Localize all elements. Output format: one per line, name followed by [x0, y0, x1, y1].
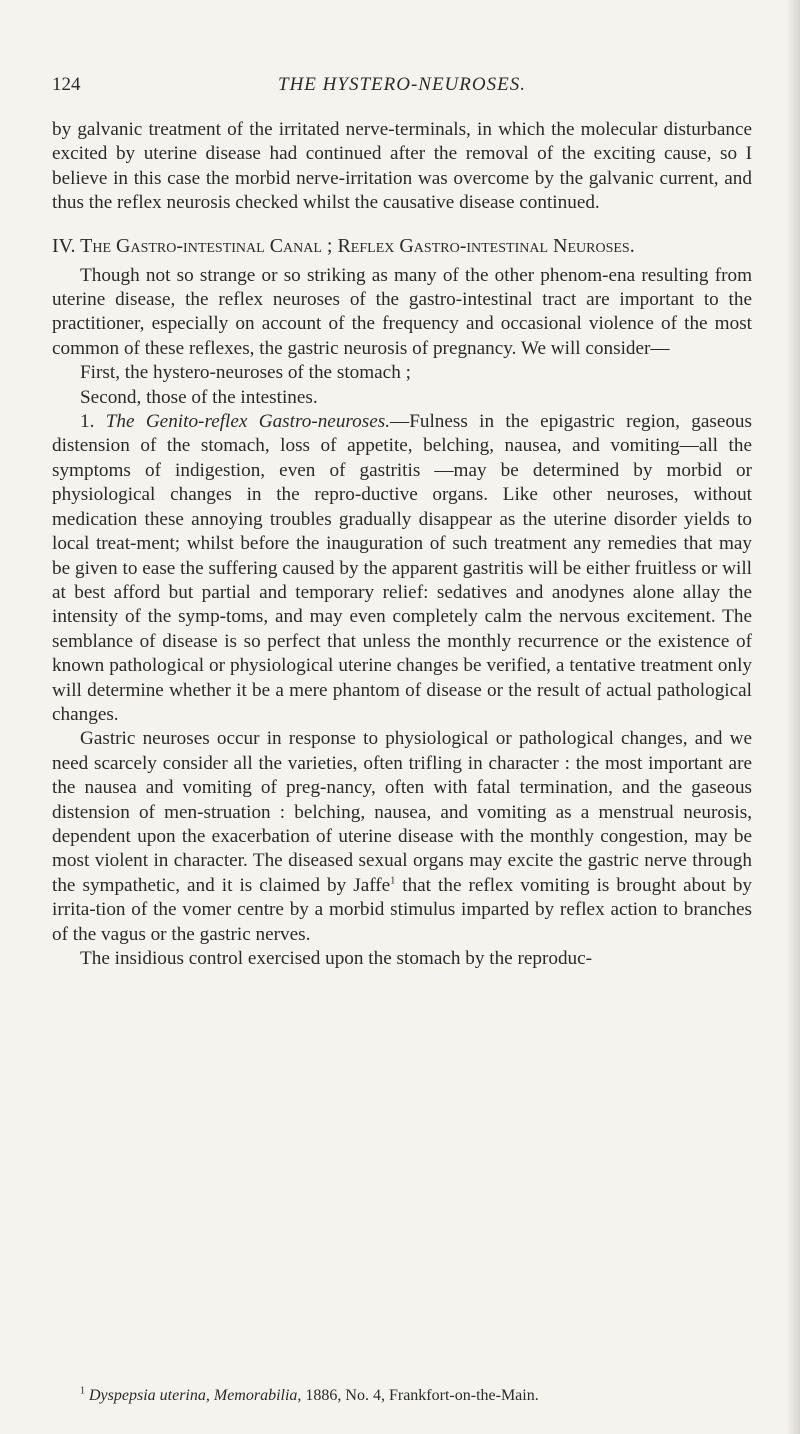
list-item-second: Second, those of the intestines.: [80, 386, 318, 408]
footnote-source: Dyspepsia uterina, Memorabilia,: [89, 1387, 302, 1404]
running-title: THE HYSTERO-NEUROSES.: [278, 74, 526, 95]
paragraph-number: 1.: [80, 411, 95, 433]
footnote: [52, 1386, 780, 1406]
paragraph-body: —Fulness in the epigastric region, gaseous distension of the stomach, loss of appetite, belching, nausea, and vomiting—all the symptoms of indigestion, even of gastritis —may be determined by morbid or physiological changes in the repro-ductive organs. Like other neuroses, without medication these annoying troubles gradually disappear as the uterine disorder yields to local treat-ment; whilst before the inauguration of such treatment any remedies that may be given to ease the suffering caused by the apparent gastritis will be either fruitless or will at best afford but partial and temporary relief: sedatives and anodynes alone allay the intensity of the symp-toms, and may even completely calm the nervous excitement. The semblance of disease is so perfect that unless the monthly recurrence or the existence of known pathological or physiological uterine changes be verified, a tentative treatment only will determine whether it be a mere phantom of disease or the result of actual pathological changes.: [52, 411, 752, 725]
footnote-details: 1886, No. 4, Frankfort-on-the-Main.: [301, 1387, 539, 1404]
paragraph-body-after-note: that the reflex vomiting is brought about by irrita-tion of the vomer centre by a morbid stimulus imparted by reflex action to branches of the vagus or the gastric nerves.: [52, 874, 753, 945]
paragraph-italic-title: The Genito-reflex Gastro-neuroses.: [105, 411, 391, 433]
page-edge-shadow: [786, 0, 800, 1434]
paragraph-gastric-neuroses: [52, 727, 752, 947]
paragraph-intro-gastro: Though not so strange or so striking as many of the other phenom-ena resulting from uterine disease, the reflex neuroses of the gastro-intestinal tract are important to the practitioner, especially on account of the frequency and occasional violence of the most common of these reflexes, the gastric neurosis of pregnancy. We will consider—: [52, 264, 752, 359]
page-body: [52, 118, 752, 971]
paragraph-insidious-control: The insidious control exercised upon the stomach by the reproduc-: [80, 948, 593, 969]
paragraph-body-before-note: Gastric neuroses occur in response to physiological or pathological changes, and we need scarcely consider all the varieties, often trifling in character : the most important are the nausea and vomiting of preg-nancy, often with fatal termination, and the gaseous distension of men-struation : belching, nausea, and vomiting as a menstrual neurosis, dependent upon the exacerbation of uterine disease with the monthly congestion, may be most violent in character. The diseased sexual organs may excite the gastric nerve through the sympathetic, and it is claimed by Jaffe: [52, 728, 752, 896]
page-number: 124: [52, 74, 81, 95]
running-header: [52, 74, 752, 104]
paragraph-genito-reflex: [52, 410, 752, 727]
section-heading: IV. The Gastro-intestinal Canal ; Reflex Gastro-intestinal Neuroses.: [52, 234, 635, 257]
footnote-mark: 1: [80, 1385, 85, 1397]
list-item-first: First, the hystero-neuroses of the stomach ;: [80, 362, 411, 384]
footnote-reference[interactable]: 1: [390, 875, 396, 887]
intro-paragraph: by galvanic treatment of the irritated nerve-terminals, in which the molecular disturbance excited by uterine disease had continued after the removal of the exciting cause, so I believe in this case the morbid nerve-irritation was overcome by the galvanic current, and thus the reflex neurosis checked whilst the causative disease continued.: [52, 119, 752, 214]
